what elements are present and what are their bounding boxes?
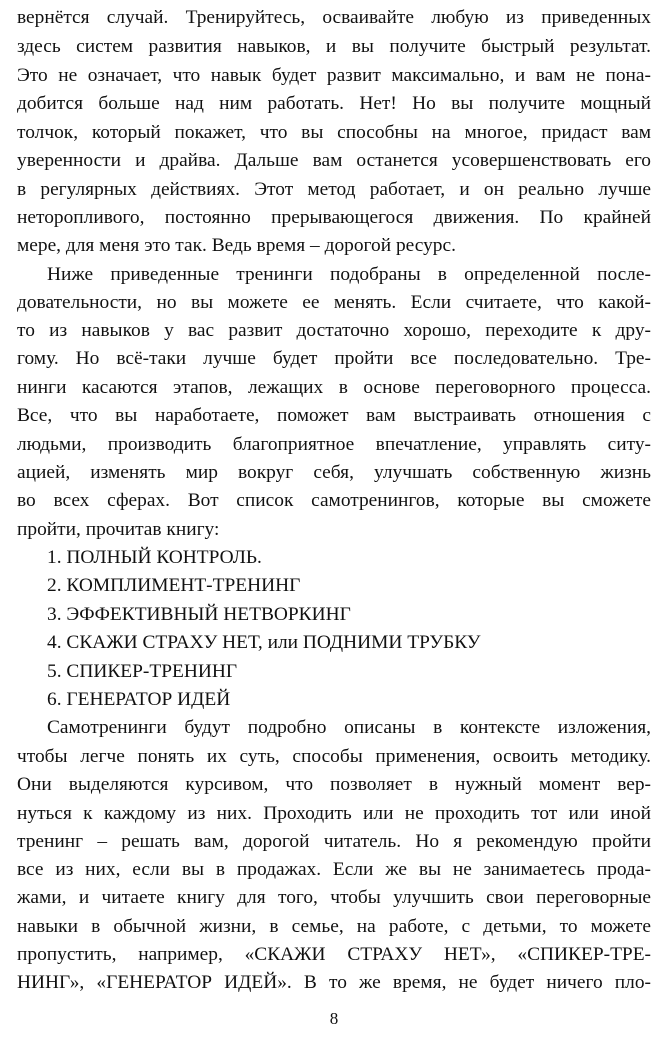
text-line: уверенности и драйва. Дальше вам останется усовершенствовать его [17, 150, 651, 171]
text-line: людьми, производить благоприятное впечатление, управлять ситу- [17, 434, 651, 455]
text-line: чтобы легче понять их суть, способы применения, освоить методику. [17, 746, 651, 767]
text-line: ацией, изменять мир вокруг себя, улучшать собственную жизнь [17, 462, 651, 483]
text-line: Все, что вы наработаете, поможет вам выстраивать отношения с [17, 405, 651, 426]
text-line: НИНГ», «ГЕНЕРАТОР ИДЕЙ». В то же время, не будет ничего пло- [17, 972, 651, 993]
list-item: 3. ЭФФЕКТИВНЫЙ НЕТВОРКИНГ [47, 604, 351, 625]
text-line: неторопливого, постоянно прерывающегося движения. По крайней [17, 207, 651, 228]
list-item: 6. ГЕНЕРАТОР ИДЕЙ [47, 689, 231, 710]
text-line: Это не означает, что навык будет развит максимально, и вам не пона- [17, 65, 651, 86]
text-line: нуться к каждому из них. Проходить или не проходить тот или иной [17, 803, 651, 824]
text-line: довательности, но вы можете ее менять. Если считаете, что какой- [17, 292, 651, 313]
text-line: пропустить, например, «СКАЖИ СТРАХУ НЕТ», «СПИКЕР-ТРЕ- [17, 944, 651, 965]
text-line: жами, и читаете книгу для того, чтобы улучшить свои переговорные [17, 887, 651, 908]
text-line: то из навыков у вас развит достаточно хорошо, переходите к дру- [17, 320, 651, 341]
page-number: 8 [329, 1009, 339, 1028]
text-line: все из них, если вы в продажах. Если же вы не занимаетесь прода- [17, 859, 651, 880]
list-item: 1. ПОЛНЫЙ КОНТРОЛЬ. [47, 547, 262, 568]
text-line: мере, для меня это так. Ведь время – дорогой ресурс. [17, 235, 456, 256]
text-line: во всех сферах. Вот список самотренингов, которые вы сможете [17, 490, 651, 511]
text-line: пройти, прочитав книгу: [17, 519, 220, 540]
text-line: Ниже приведенные тренинги подобраны в определенной после- [47, 264, 651, 285]
text-line: здесь систем развития навыков, и вы получите быстрый результат. [17, 36, 651, 57]
list-item: 2. КОМПЛИМЕНТ-ТРЕНИНГ [47, 575, 301, 596]
list-item: 5. СПИКЕР-ТРЕНИНГ [47, 661, 238, 682]
text-line: гому. Но всё-таки лучше будет пройти все последовательно. Тре- [17, 348, 651, 369]
list-item: 4. СКАЖИ СТРАХУ НЕТ, или ПОДНИМИ ТРУБКУ [47, 632, 481, 653]
text-line: нинги касаются этапов, лежащих в основе переговорного процесса. [17, 377, 651, 398]
text-line: в регулярных действиях. Этот метод работает, и он реально лучше [17, 179, 651, 200]
text-line: тренинг – решать вам, дорогой читатель. Но я рекомендую пройти [17, 831, 651, 852]
text-line: вернётся случай. Тренируйтесь, осваивайте любую из приведенных [17, 7, 651, 28]
text-line: Самотренинги будут подробно описаны в контексте изложения, [47, 717, 651, 738]
text-line: толчок, который покажет, что вы способны на многое, придаст вам [17, 122, 651, 143]
text-line: добится больше над ним работать. Нет! Но вы получите мощный [17, 93, 651, 114]
text-line: навыки в обычной жизни, в семье, на работе, с детьми, то можете [17, 916, 651, 937]
text-line: Они выделяются курсивом, что позволяет в нужный момент вер- [17, 774, 651, 795]
